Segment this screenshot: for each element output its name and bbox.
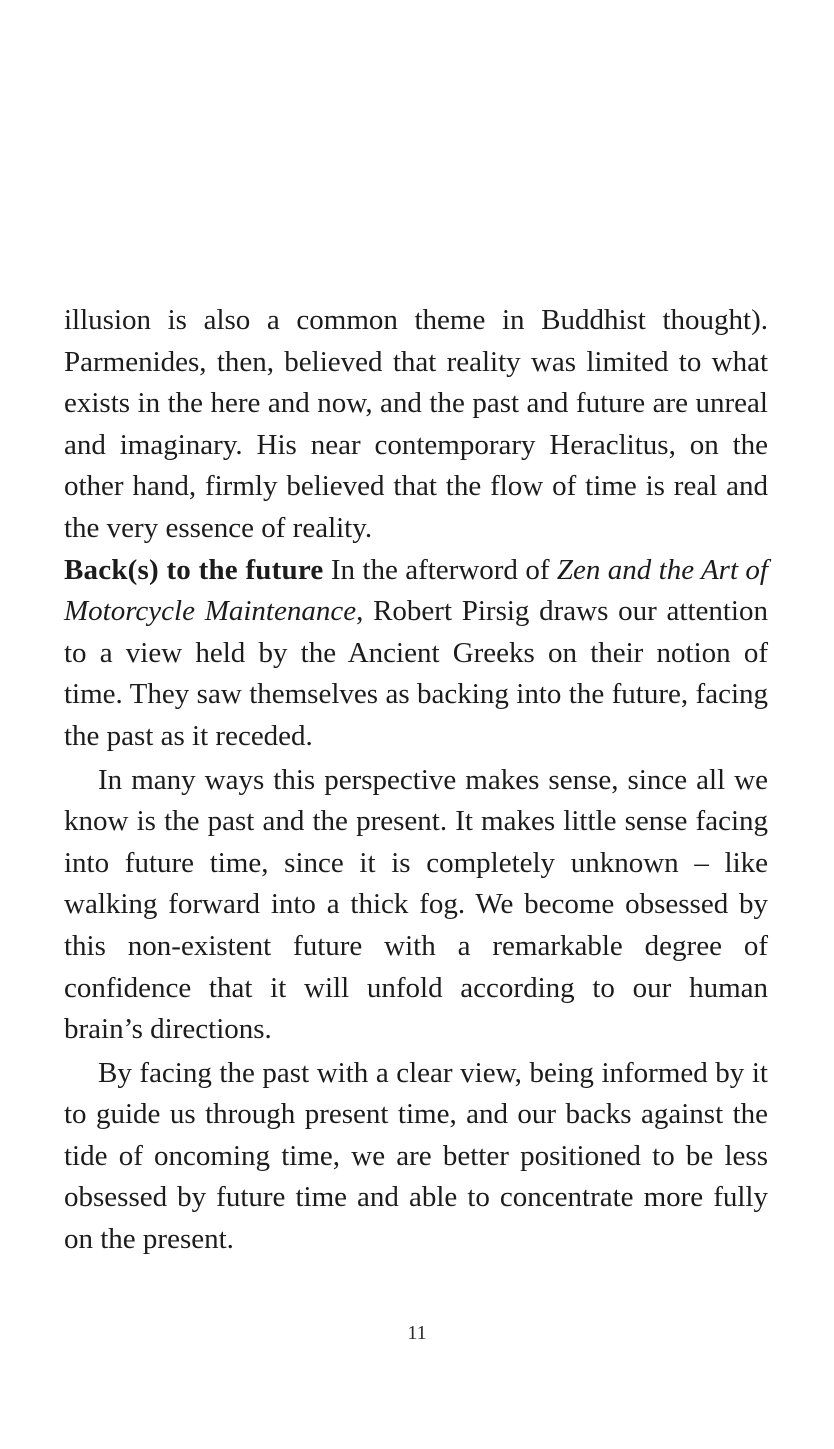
paragraph-text-after-title: , Robert Pirsig draws our attention to a view held by the Ancient Greeks on their notion of time. They saw themselves as backing into the future, facing the past as it receded. <box>64 595 768 752</box>
book-title: Zen and the Art of Motorcycle Maintenance <box>64 553 768 628</box>
section-heading: Back(s) to the future <box>64 553 324 586</box>
paragraph-parmenides: illusion is also a common theme in Buddhist thought). Parmenides, then, believed that reality was limited to what exists in the here and now, and the past and future are unreal and imaginary. His near contemporary Heraclitus, on the other hand, firmly believed that the flow of time is real and the very essence of reality. <box>64 304 768 544</box>
paragraph-perspective: In many ways this perspective makes sense, since all we know is the past and the present. It makes little sense facing into future time, since it is completely unknown – like walking forward into a thick fog. We become obsessed by this non-existent future with a remarkable degree of confidence that it will unfold according to our human brain’s directions. <box>64 763 768 1046</box>
body-text <box>64 300 768 1261</box>
paragraph-facing-past: By facing the past with a clear view, being informed by it to guide us through present time, and our backs against the tide of oncoming time, we are better positioned to be less obsessed by future time and able to concentrate more fully on the present. <box>64 1056 768 1256</box>
page-number: 11 <box>407 1322 427 1344</box>
paragraph-backs-to-future <box>64 550 768 758</box>
paragraph-text-before-title: In the afterword of <box>323 553 557 586</box>
